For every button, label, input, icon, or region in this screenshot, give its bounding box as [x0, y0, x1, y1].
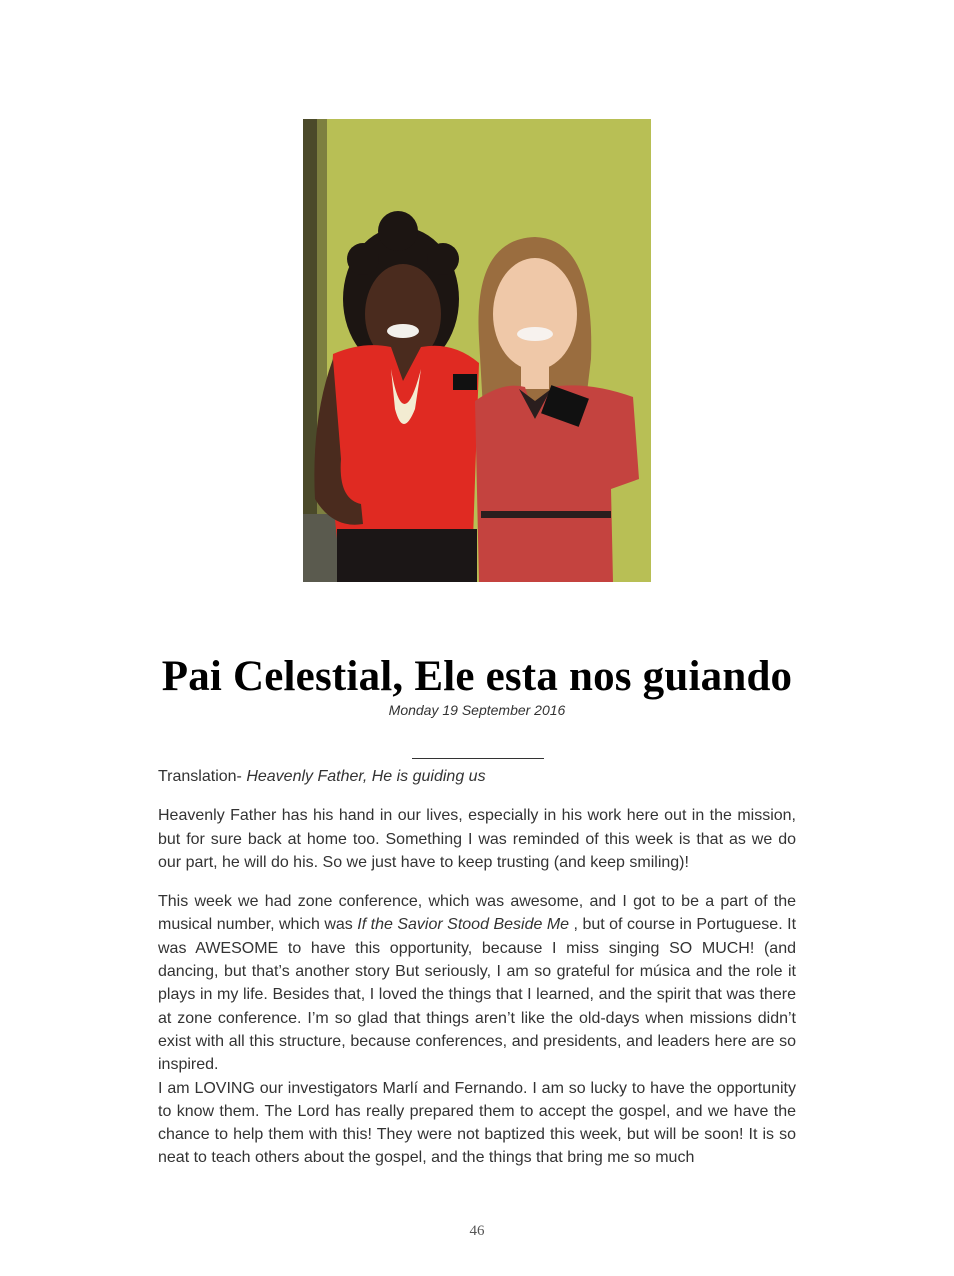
- page-number: 46: [469, 1223, 485, 1239]
- paragraph-2-after: , but of course in Portuguese. It was AWESOME to have this opportunity, because I miss singing SO MUCH! (and dancing, but that’s another story But seriously, I am so grateful for música and the role it plays in my life. Besides that, I loved the things that I learned, and the spirit that was there at zone conference. I’m so glad that things aren’t like the old-days when missions didn’t exist with all this structure, because conferences, and presidents, and leaders here are so inspired.: [158, 916, 797, 1074]
- song-title: If the Savior Stood Beside Me: [357, 916, 570, 934]
- paragraph-2-before: This week we had zone conference, which was awesome, and I got to be a part of the musical number, which was: [158, 893, 796, 934]
- translation-line: [158, 765, 796, 788]
- paragraph-3: I am LOVING our investigators Marlí and Fernando. I am so lucky to have the opportunity to know them. The Lord has really prepared them to accept the gospel, and we have the chance to help them with this! They were not baptized this week, but will be soon! It is so neat to teach others about the gospel, and the things that bring me so much: [158, 1079, 796, 1167]
- paragraph-1: Heavenly Father has his hand in our lives, especially in his work here out in the mission, but for sure back at home too. Something I was reminded of this week is that as we do our part, he will do his. So we just have to keep trusting (and keep smiling)!: [158, 807, 796, 871]
- translation-label: Translation-: [158, 768, 247, 785]
- article-date: Monday 19 September 2016: [388, 702, 566, 718]
- article-body: [158, 765, 796, 1170]
- article-title: Pai Celestial, Ele esta nos guiando: [161, 653, 793, 700]
- article-photo: [303, 119, 651, 582]
- missionaries-photo-illustration: [303, 119, 651, 582]
- divider-rule: [412, 758, 544, 759]
- paragraph-2: [158, 890, 796, 1076]
- translation-text: Heavenly Father, He is guiding us: [246, 768, 486, 785]
